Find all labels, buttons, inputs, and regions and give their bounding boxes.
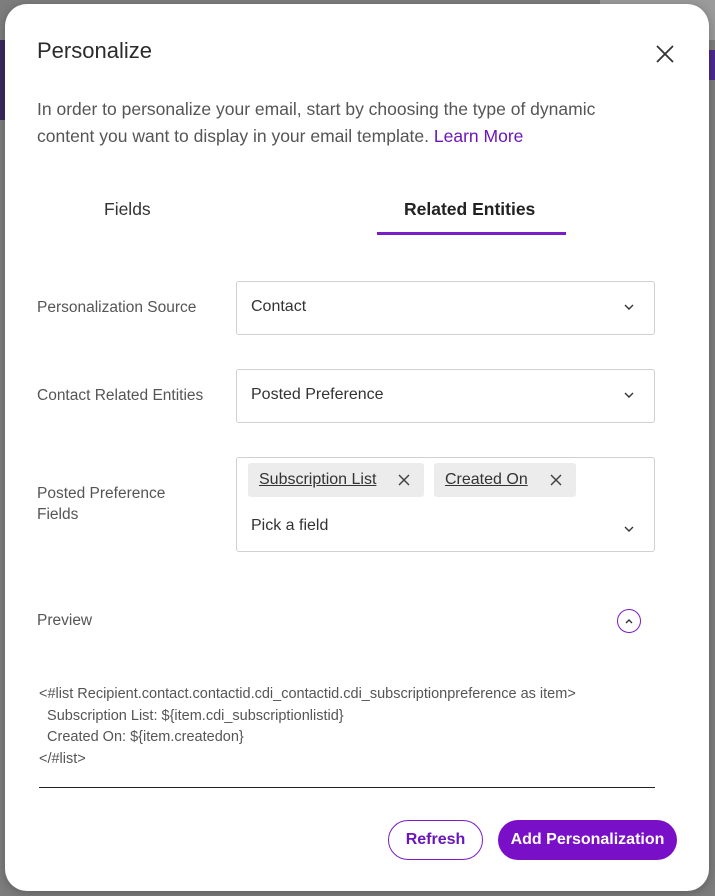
add-personalization-button[interactable]: Add Personalization — [498, 820, 677, 860]
chevron-up-icon — [624, 616, 634, 626]
pick-field-placeholder[interactable]: Pick a field — [251, 517, 329, 534]
close-icon — [655, 44, 675, 64]
related-entities-select[interactable] — [236, 369, 655, 423]
preview-label: Preview — [37, 612, 93, 629]
chip-remove-button[interactable] — [548, 472, 564, 488]
refresh-button[interactable]: Refresh — [388, 820, 483, 860]
chevron-down-icon — [624, 302, 634, 312]
close-icon — [398, 474, 410, 486]
chevron-down-icon[interactable] — [624, 524, 634, 534]
intro-body: In order to personalize your email, start by choosing the type of dynamic content you want to display in your email template. — [37, 99, 596, 146]
personalization-source-value: Contact — [251, 298, 307, 315]
posted-preference-fields-multiselect[interactable] — [236, 457, 655, 552]
close-button[interactable] — [651, 40, 679, 68]
chip-label: Subscription List — [259, 471, 377, 488]
related-entities-value: Posted Preference — [251, 386, 384, 403]
chevron-down-icon — [624, 390, 634, 400]
learn-more-link[interactable]: Learn More — [433, 126, 524, 146]
personalize-dialog — [5, 4, 709, 891]
personalization-source-label: Personalization Source — [37, 299, 197, 316]
chip-remove-button[interactable] — [396, 472, 412, 488]
posted-preference-fields-label-line2: Fields — [37, 506, 79, 523]
preview-divider — [39, 787, 655, 788]
related-entities-label: Contact Related Entities — [37, 387, 204, 404]
dialog-title: Personalize — [37, 38, 152, 63]
tab-related-entities[interactable]: Related Entities — [404, 199, 536, 219]
tab-fields[interactable]: Fields — [104, 199, 151, 219]
intro-text — [37, 96, 657, 150]
preview-code: <#list Recipient.contact.contactid.cdi_contactid.cdi_subscriptionpreference as item> Subscription List: ${item.cdi_subscriptionlistid} Created On: ${item.createdon} </#list> — [39, 686, 576, 767]
chip-label: Created On — [445, 471, 528, 488]
preview-collapse-button[interactable] — [617, 609, 641, 633]
active-tab-indicator — [377, 232, 566, 235]
chip-created-on[interactable] — [434, 463, 576, 497]
personalization-source-select[interactable] — [236, 281, 655, 335]
chip-subscription-list[interactable] — [248, 463, 424, 497]
posted-preference-fields-label-line1: Posted Preference — [37, 485, 166, 502]
close-icon — [550, 474, 562, 486]
posted-preference-fields-label — [37, 483, 165, 525]
